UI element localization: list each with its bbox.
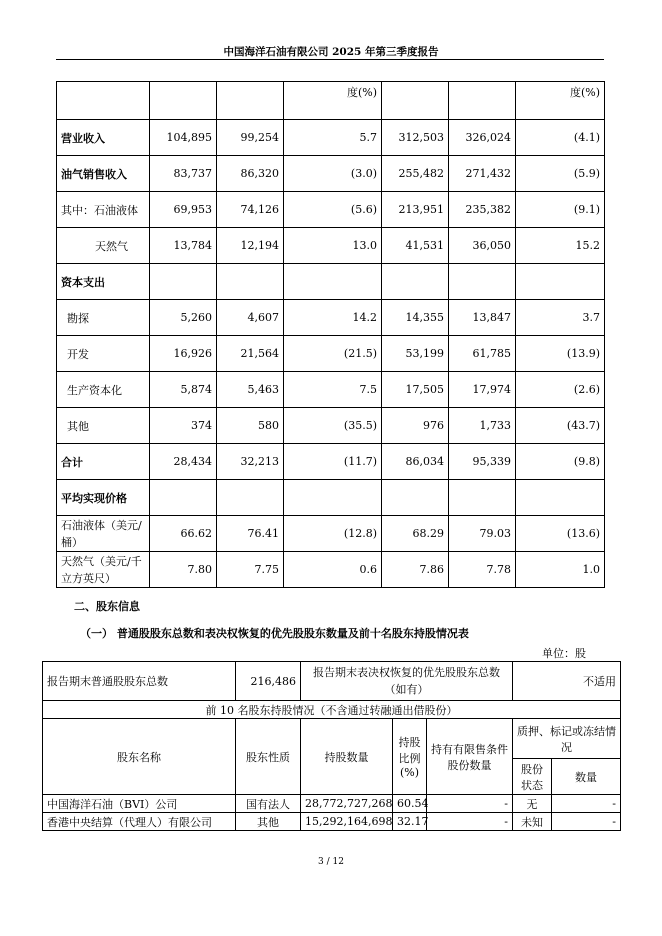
- header-cell: [382, 82, 449, 120]
- table-cell: 580: [217, 408, 284, 444]
- table-cell: 1,733: [449, 408, 516, 444]
- table-cell: 7.80: [150, 552, 217, 588]
- table-cell: 41,531: [382, 228, 449, 264]
- total-holders-label: 报告期末普通股股东总数: [43, 662, 236, 701]
- shareholder-qty: -: [552, 795, 621, 813]
- table-row: [43, 795, 621, 813]
- table-cell: 0.6: [284, 552, 382, 588]
- table-cell: 15.2: [516, 228, 605, 264]
- table-cell: [516, 480, 605, 516]
- table-cell: 312,503: [382, 120, 449, 156]
- pref-holders-label: 报告期末表决权恢复的优先股股东总数（如有）: [301, 662, 513, 701]
- table-row: [57, 228, 605, 264]
- row-label: 资本支出: [57, 264, 150, 300]
- table-row: [43, 813, 621, 831]
- table-cell: 13,847: [449, 300, 516, 336]
- table-cell: (11.7): [284, 444, 382, 480]
- col-ratio: 持股比例(%): [393, 719, 427, 795]
- table-cell: [382, 480, 449, 516]
- table-cell: [449, 480, 516, 516]
- table-cell: 235,382: [449, 192, 516, 228]
- table-cell: (3.0): [284, 156, 382, 192]
- table-cell: 7.5: [284, 372, 382, 408]
- table-cell: 5.7: [284, 120, 382, 156]
- table-cell: (5.6): [284, 192, 382, 228]
- table-cell: (5.9): [516, 156, 605, 192]
- table-cell: 99,254: [217, 120, 284, 156]
- col-qty: 数量: [552, 759, 621, 795]
- table-cell: 374: [150, 408, 217, 444]
- table-cell: (13.6): [516, 516, 605, 552]
- col-nature: 股东性质: [236, 719, 301, 795]
- table-cell: (12.8): [284, 516, 382, 552]
- table-cell: 1.0: [516, 552, 605, 588]
- table-row: [57, 120, 605, 156]
- table-cell: [150, 264, 217, 300]
- row-label: 油气销售收入: [57, 156, 150, 192]
- table-row: [43, 701, 621, 719]
- table-cell: 68.29: [382, 516, 449, 552]
- table-cell: 36,050: [449, 228, 516, 264]
- row-label: 天然气（美元/千立方英尺）: [57, 552, 150, 588]
- shareholder-ratio: 60.54: [393, 795, 427, 813]
- table-row: [57, 300, 605, 336]
- table-cell: [382, 264, 449, 300]
- table-row: [43, 662, 621, 701]
- table-row: [57, 336, 605, 372]
- table-row: [57, 264, 605, 300]
- table-row: [57, 444, 605, 480]
- table-cell: [284, 480, 382, 516]
- table-cell: 86,320: [217, 156, 284, 192]
- section-subheading: （一） 普通股股东总数和表决权恢复的优先股股东数量及前十名股东持股情况表: [80, 627, 469, 640]
- col-name: 股东名称: [43, 719, 236, 795]
- total-holders-value: 216,486: [236, 662, 301, 701]
- row-label: 其他: [57, 408, 150, 444]
- table-cell: 74,126: [217, 192, 284, 228]
- table-cell: (13.9): [516, 336, 605, 372]
- table-row: [57, 372, 605, 408]
- financial-table: [56, 81, 605, 588]
- shareholder-restricted: -: [427, 813, 513, 831]
- table-cell: 13,784: [150, 228, 217, 264]
- header-cell: 度(%): [516, 82, 605, 120]
- shareholder-state: 无: [513, 795, 552, 813]
- table-cell: 86,034: [382, 444, 449, 480]
- table-cell: 104,895: [150, 120, 217, 156]
- shareholder-nature: 其他: [236, 813, 301, 831]
- row-label: 营业收入: [57, 120, 150, 156]
- table-cell: 5,463: [217, 372, 284, 408]
- table-cell: 14.2: [284, 300, 382, 336]
- table-row: [57, 156, 605, 192]
- table-cell: (35.5): [284, 408, 382, 444]
- table-cell: 95,339: [449, 444, 516, 480]
- table-cell: 7.78: [449, 552, 516, 588]
- table-cell: [150, 480, 217, 516]
- table-row: [43, 719, 621, 759]
- table-cell: (43.7): [516, 408, 605, 444]
- table-cell: 213,951: [382, 192, 449, 228]
- table-cell: 12,194: [217, 228, 284, 264]
- top10-title: 前 10 名股东持股情况（不含通过转融通出借股份）: [43, 701, 621, 719]
- table-row: [57, 480, 605, 516]
- table-cell: (21.5): [284, 336, 382, 372]
- page-header-title: 中国海洋石油有限公司 2025 年第三季度报告: [223, 46, 439, 58]
- col-shares: 持股数量: [301, 719, 393, 795]
- shareholder-shares: 15,292,164,698: [301, 813, 393, 831]
- shareholder-shares: 28,772,727,268: [301, 795, 393, 813]
- table-cell: 976: [382, 408, 449, 444]
- row-label: 生产资本化: [57, 372, 150, 408]
- table-cell: (4.1): [516, 120, 605, 156]
- unit-label: 单位：股: [542, 647, 586, 660]
- pref-holders-value: 不适用: [513, 662, 621, 701]
- shareholder-restricted: -: [427, 795, 513, 813]
- table-cell: 5,874: [150, 372, 217, 408]
- table-cell: [217, 480, 284, 516]
- row-label: 勘探: [57, 300, 150, 336]
- table-row: [57, 192, 605, 228]
- row-label: 其中：石油液体: [57, 192, 150, 228]
- row-label: 开发: [57, 336, 150, 372]
- table-cell: 3.7: [516, 300, 605, 336]
- table-row: [57, 552, 605, 588]
- header-cell: [57, 82, 150, 120]
- row-label: 合计: [57, 444, 150, 480]
- table-cell: 76.41: [217, 516, 284, 552]
- row-label: 天然气: [57, 228, 150, 264]
- header-cell: 度(%): [284, 82, 382, 120]
- shareholder-qty: -: [552, 813, 621, 831]
- table-cell: 4,607: [217, 300, 284, 336]
- table-row: [57, 516, 605, 552]
- shareholder-name: 中国海洋石油（BVI）公司: [43, 795, 236, 813]
- table-cell: 5,260: [150, 300, 217, 336]
- page-number: 3 / 12: [318, 857, 344, 867]
- col-state: 股份状态: [513, 759, 552, 795]
- table-row: [57, 408, 605, 444]
- table-cell: 53,199: [382, 336, 449, 372]
- table-cell: (2.6): [516, 372, 605, 408]
- table-cell: 28,434: [150, 444, 217, 480]
- table-cell: 66.62: [150, 516, 217, 552]
- row-label: 石油液体（美元/桶）: [57, 516, 150, 552]
- table-cell: 326,024: [449, 120, 516, 156]
- table-cell: (9.1): [516, 192, 605, 228]
- shareholder-state: 未知: [513, 813, 552, 831]
- table-cell: (9.8): [516, 444, 605, 480]
- col-pledge: 质押、标记或冻结情况: [513, 719, 621, 759]
- shareholder-nature: 国有法人: [236, 795, 301, 813]
- shareholder-name: 香港中央结算（代理人）有限公司: [43, 813, 236, 831]
- table-cell: [217, 264, 284, 300]
- table-cell: 21,564: [217, 336, 284, 372]
- shareholder-ratio: 32.17: [393, 813, 427, 831]
- table-cell: [449, 264, 516, 300]
- table-cell: 17,974: [449, 372, 516, 408]
- table-cell: 7.75: [217, 552, 284, 588]
- header-cell: [217, 82, 284, 120]
- table-cell: 7.86: [382, 552, 449, 588]
- table-cell: 16,926: [150, 336, 217, 372]
- table-cell: 271,432: [449, 156, 516, 192]
- table-cell: 14,355: [382, 300, 449, 336]
- row-label: 平均实现价格: [57, 480, 150, 516]
- header-cell: [150, 82, 217, 120]
- table-cell: 17,505: [382, 372, 449, 408]
- table-cell: 69,953: [150, 192, 217, 228]
- shareholder-table: [42, 661, 621, 831]
- section-heading: 二、股东信息: [74, 600, 140, 613]
- table-cell: [284, 264, 382, 300]
- col-restricted: 持有有限售条件股份数量: [427, 719, 513, 795]
- table-cell: 32,213: [217, 444, 284, 480]
- header-cell: [449, 82, 516, 120]
- table-cell: 83,737: [150, 156, 217, 192]
- header-rule: [56, 59, 604, 60]
- table-cell: 255,482: [382, 156, 449, 192]
- table-header-row: [57, 82, 605, 120]
- table-cell: 61,785: [449, 336, 516, 372]
- table-cell: 79.03: [449, 516, 516, 552]
- table-cell: [516, 264, 605, 300]
- table-cell: 13.0: [284, 228, 382, 264]
